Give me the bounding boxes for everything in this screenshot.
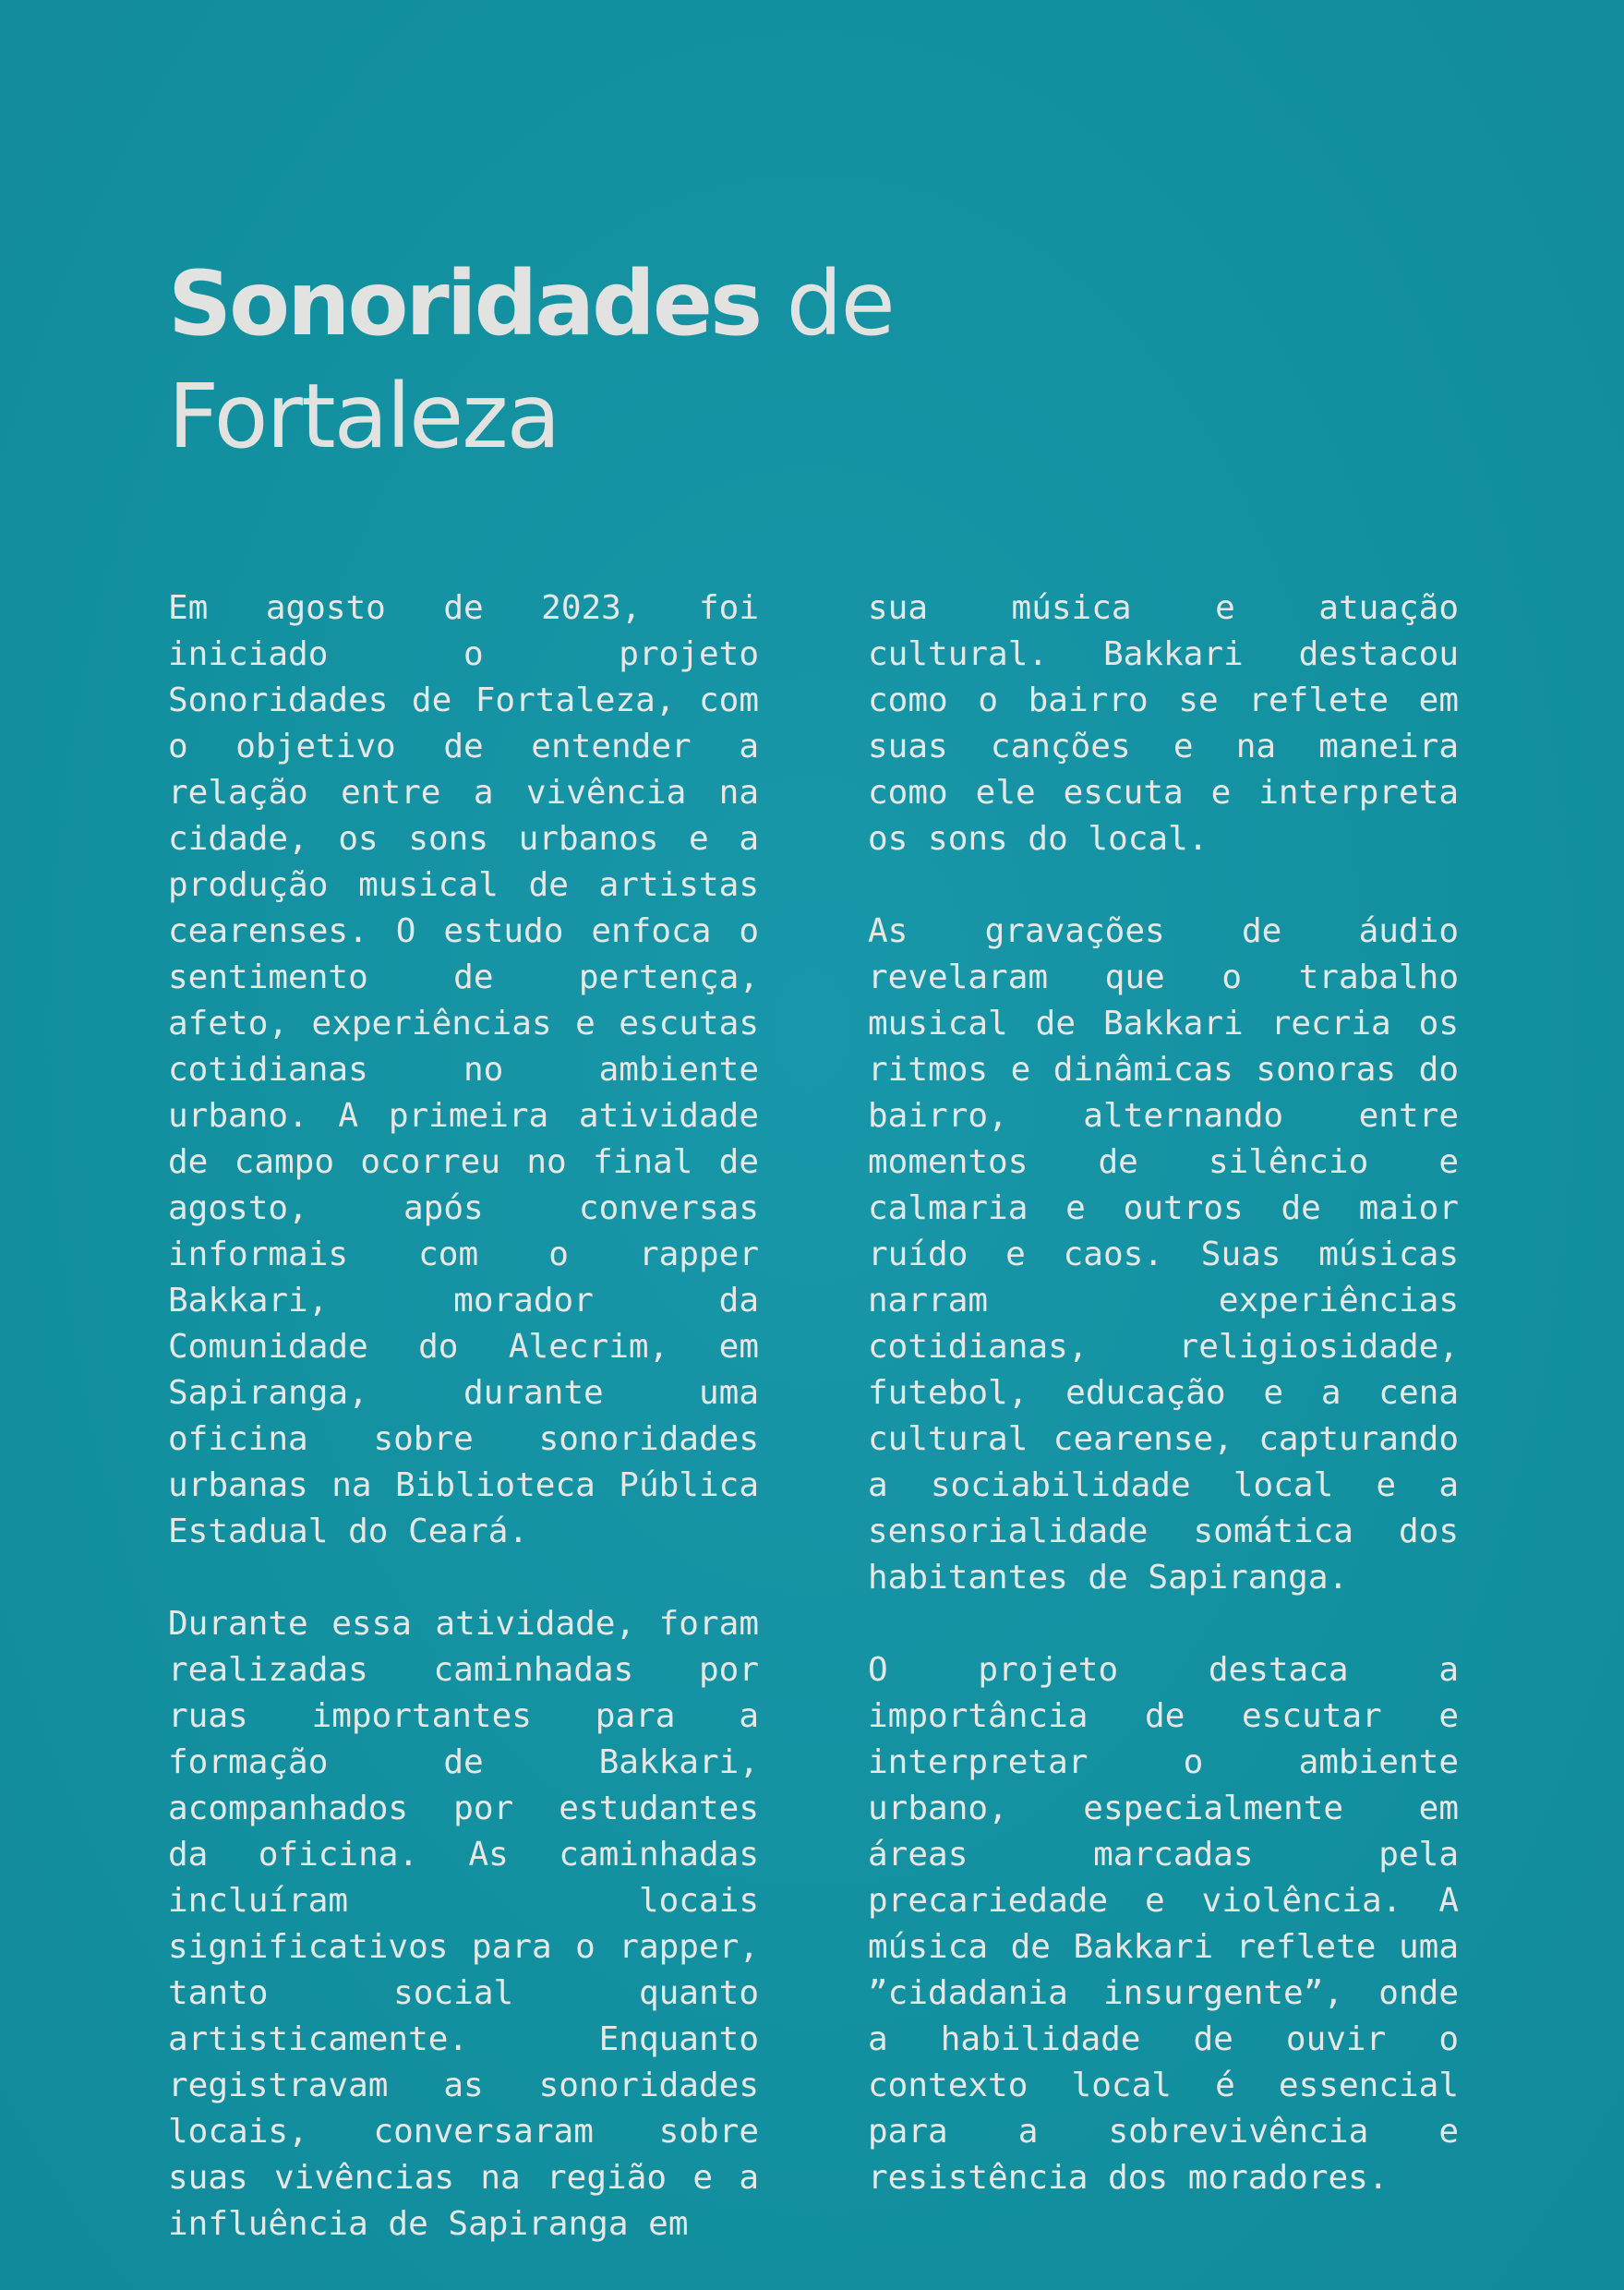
title-bold-word: Sonoridades xyxy=(168,252,761,356)
paragraph: Em agosto de 2023, foi iniciado o projeto Sonoridades de Fortaleza, com o objetivo de entender a relação entre a vivência na cidade, os sons urbanos e a produção musical de artistas cearenses. O estudo enfoca o sentimento de pertença, afeto, experiências e escutas cotidianas no ambiente urbano. A primeira atividade de campo ocorreu no final de agosto, após conversas informais com o rapper Bakkari, morador da Comunidade do Alecrim, em Sapiranga, durante uma oficina sobre sonoridades urbanas na Biblioteca Pública Estadual do Ceará. xyxy=(168,589,759,1550)
paragraph: O projeto destaca a importância de escutar e interpretar o ambiente urbano, especialmente em áreas marcadas pela precariedade e violência. A música de Bakkari reflete uma ”cidadania insurgente”, onde a habilidade de ouvir o contexto local é essencial para a sobrevivência e resistência dos moradores. xyxy=(868,1651,1459,2197)
paragraph: sua música e atuação cultural. Bakkari destacou como o bairro se reflete em suas canções e na maneira como ele escuta e interpreta os sons do local. xyxy=(868,589,1459,858)
right-column xyxy=(868,585,1459,2201)
left-column xyxy=(168,585,759,2248)
paragraph: As gravações de áudio revelaram que o trabalho musical de Bakkari recria os ritmos e dinâmicas sonoras do bairro, alternando entre momentos de silêncio e calmaria e outros de maior ruído e caos. Suas músicas narram experiências cotidianas, religiosidade, futebol, educação e a cena cultural cearense, capturando a sociabilidade local e a sensorialidade somática dos habitantes de Sapiranga. xyxy=(868,912,1459,1597)
title-rest: de xyxy=(760,252,894,356)
paragraph: Durante essa atividade, foram realizadas caminhadas por ruas importantes para a formação de Bakkari, acompanhados por estudantes da oficina. As caminhadas incluíram locais significativos para o rapper, tanto social quanto artisticamente. Enquanto registravam as sonoridades locais, conversaram sobre suas vivências na região e a influência de Sapiranga em xyxy=(168,1605,759,2243)
title-line-2: Fortaleza xyxy=(168,365,559,468)
page-title xyxy=(168,247,894,473)
